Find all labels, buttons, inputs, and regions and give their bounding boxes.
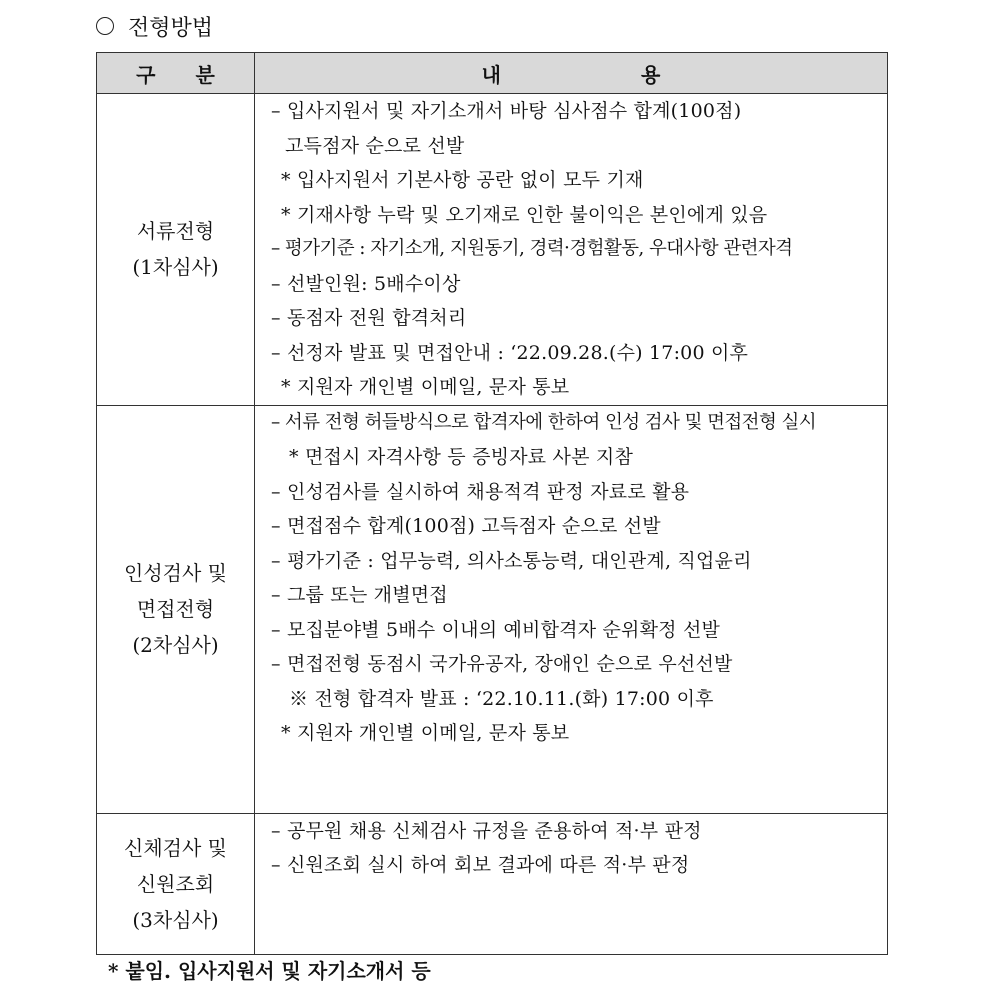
section-heading (96, 6, 213, 46)
content-line: * 지원자 개인별 이메일, 문자 통보 (281, 376, 570, 398)
content-line: * 기재사항 누락 및 오기재로 인한 불이익은 본인에게 있음 (281, 203, 768, 226)
content-line: – 인성검사를 실시하여 채용적격 판정 자료로 활용 (271, 480, 690, 503)
content-cell (255, 94, 888, 406)
content-line: – 동점자 전원 합격처리 (271, 307, 467, 329)
category-cell (97, 405, 255, 813)
table-row (97, 405, 888, 813)
category-cell (97, 813, 255, 954)
category-line: 면접전형 (136, 597, 215, 621)
content-line: ※ 전형 합격자 발표 : ‘22.10.11.(화) 17:00 이후 (289, 687, 714, 710)
content-line: 고득점자 순으로 선발 (285, 134, 465, 157)
circle-icon (96, 17, 114, 35)
table-row (97, 813, 888, 954)
content-line: – 서류 전형 허들방식으로 합격자에 한하여 인성 검사 및 면접전형 실시 (271, 411, 817, 433)
table-row (97, 94, 888, 406)
content-line: – 면접점수 합계(100점) 고득점자 순으로 선발 (271, 515, 661, 537)
content-line: – 면접전형 동점시 국가유공자, 장애인 순으로 우선선발 (271, 653, 733, 675)
header-category: 구 분 (97, 53, 255, 94)
content-line: – 공무원 채용 신체검사 규정을 준용하여 적·부 판정 (271, 819, 702, 842)
category-line: 신원조회 (136, 871, 215, 896)
content-line: – 평가기준 : 자기소개, 지원동기, 경력·경험활동, 우대사항 관련자격 (271, 238, 793, 259)
content-line: * 입사지원서 기본사항 공란 없이 모두 기재 (281, 169, 644, 191)
content-cell (255, 405, 888, 813)
category-line: (1차심사) (132, 255, 219, 280)
content-line: – 신원조회 실시 하여 회보 결과에 따른 적·부 판정 (271, 854, 690, 876)
category-cell (97, 94, 255, 406)
content-line: * 지원자 개인별 이메일, 문자 통보 (281, 722, 570, 744)
attachment-note: * 붙임. 입사지원서 및 자기소개서 등 (108, 959, 431, 983)
selection-method-table (96, 52, 888, 955)
content-line: – 선정자 발표 및 면접안내 : ‘22.09.28.(수) 17:00 이후 (271, 341, 749, 364)
header-content: 내 용 (255, 53, 888, 94)
content-line: – 입사지원서 및 자기소개서 바탕 심사점수 합계(100점) (271, 100, 742, 122)
category-line: (3차심사) (132, 907, 219, 932)
content-line: – 모집분야별 5배수 이내의 예비합격자 순위확정 선발 (271, 618, 721, 641)
content-cell (255, 813, 888, 954)
table-header-row (97, 53, 888, 94)
content-line: – 선발인원: 5배수이상 (271, 272, 461, 295)
category-line: 서류전형 (136, 219, 215, 244)
category-line: (2차심사) (132, 633, 219, 657)
content-line: – 그룹 또는 개별면접 (271, 584, 448, 606)
content-line: * 면접시 자격사항 등 증빙자료 사본 지참 (289, 446, 634, 468)
category-line: 인성검사 및 (124, 561, 227, 585)
category-line: 신체검사 및 (124, 835, 227, 860)
section-title: 전형방법 (128, 15, 214, 41)
content-line: – 평가기준 : 업무능력, 의사소통능력, 대인관계, 직업윤리 (271, 549, 752, 572)
